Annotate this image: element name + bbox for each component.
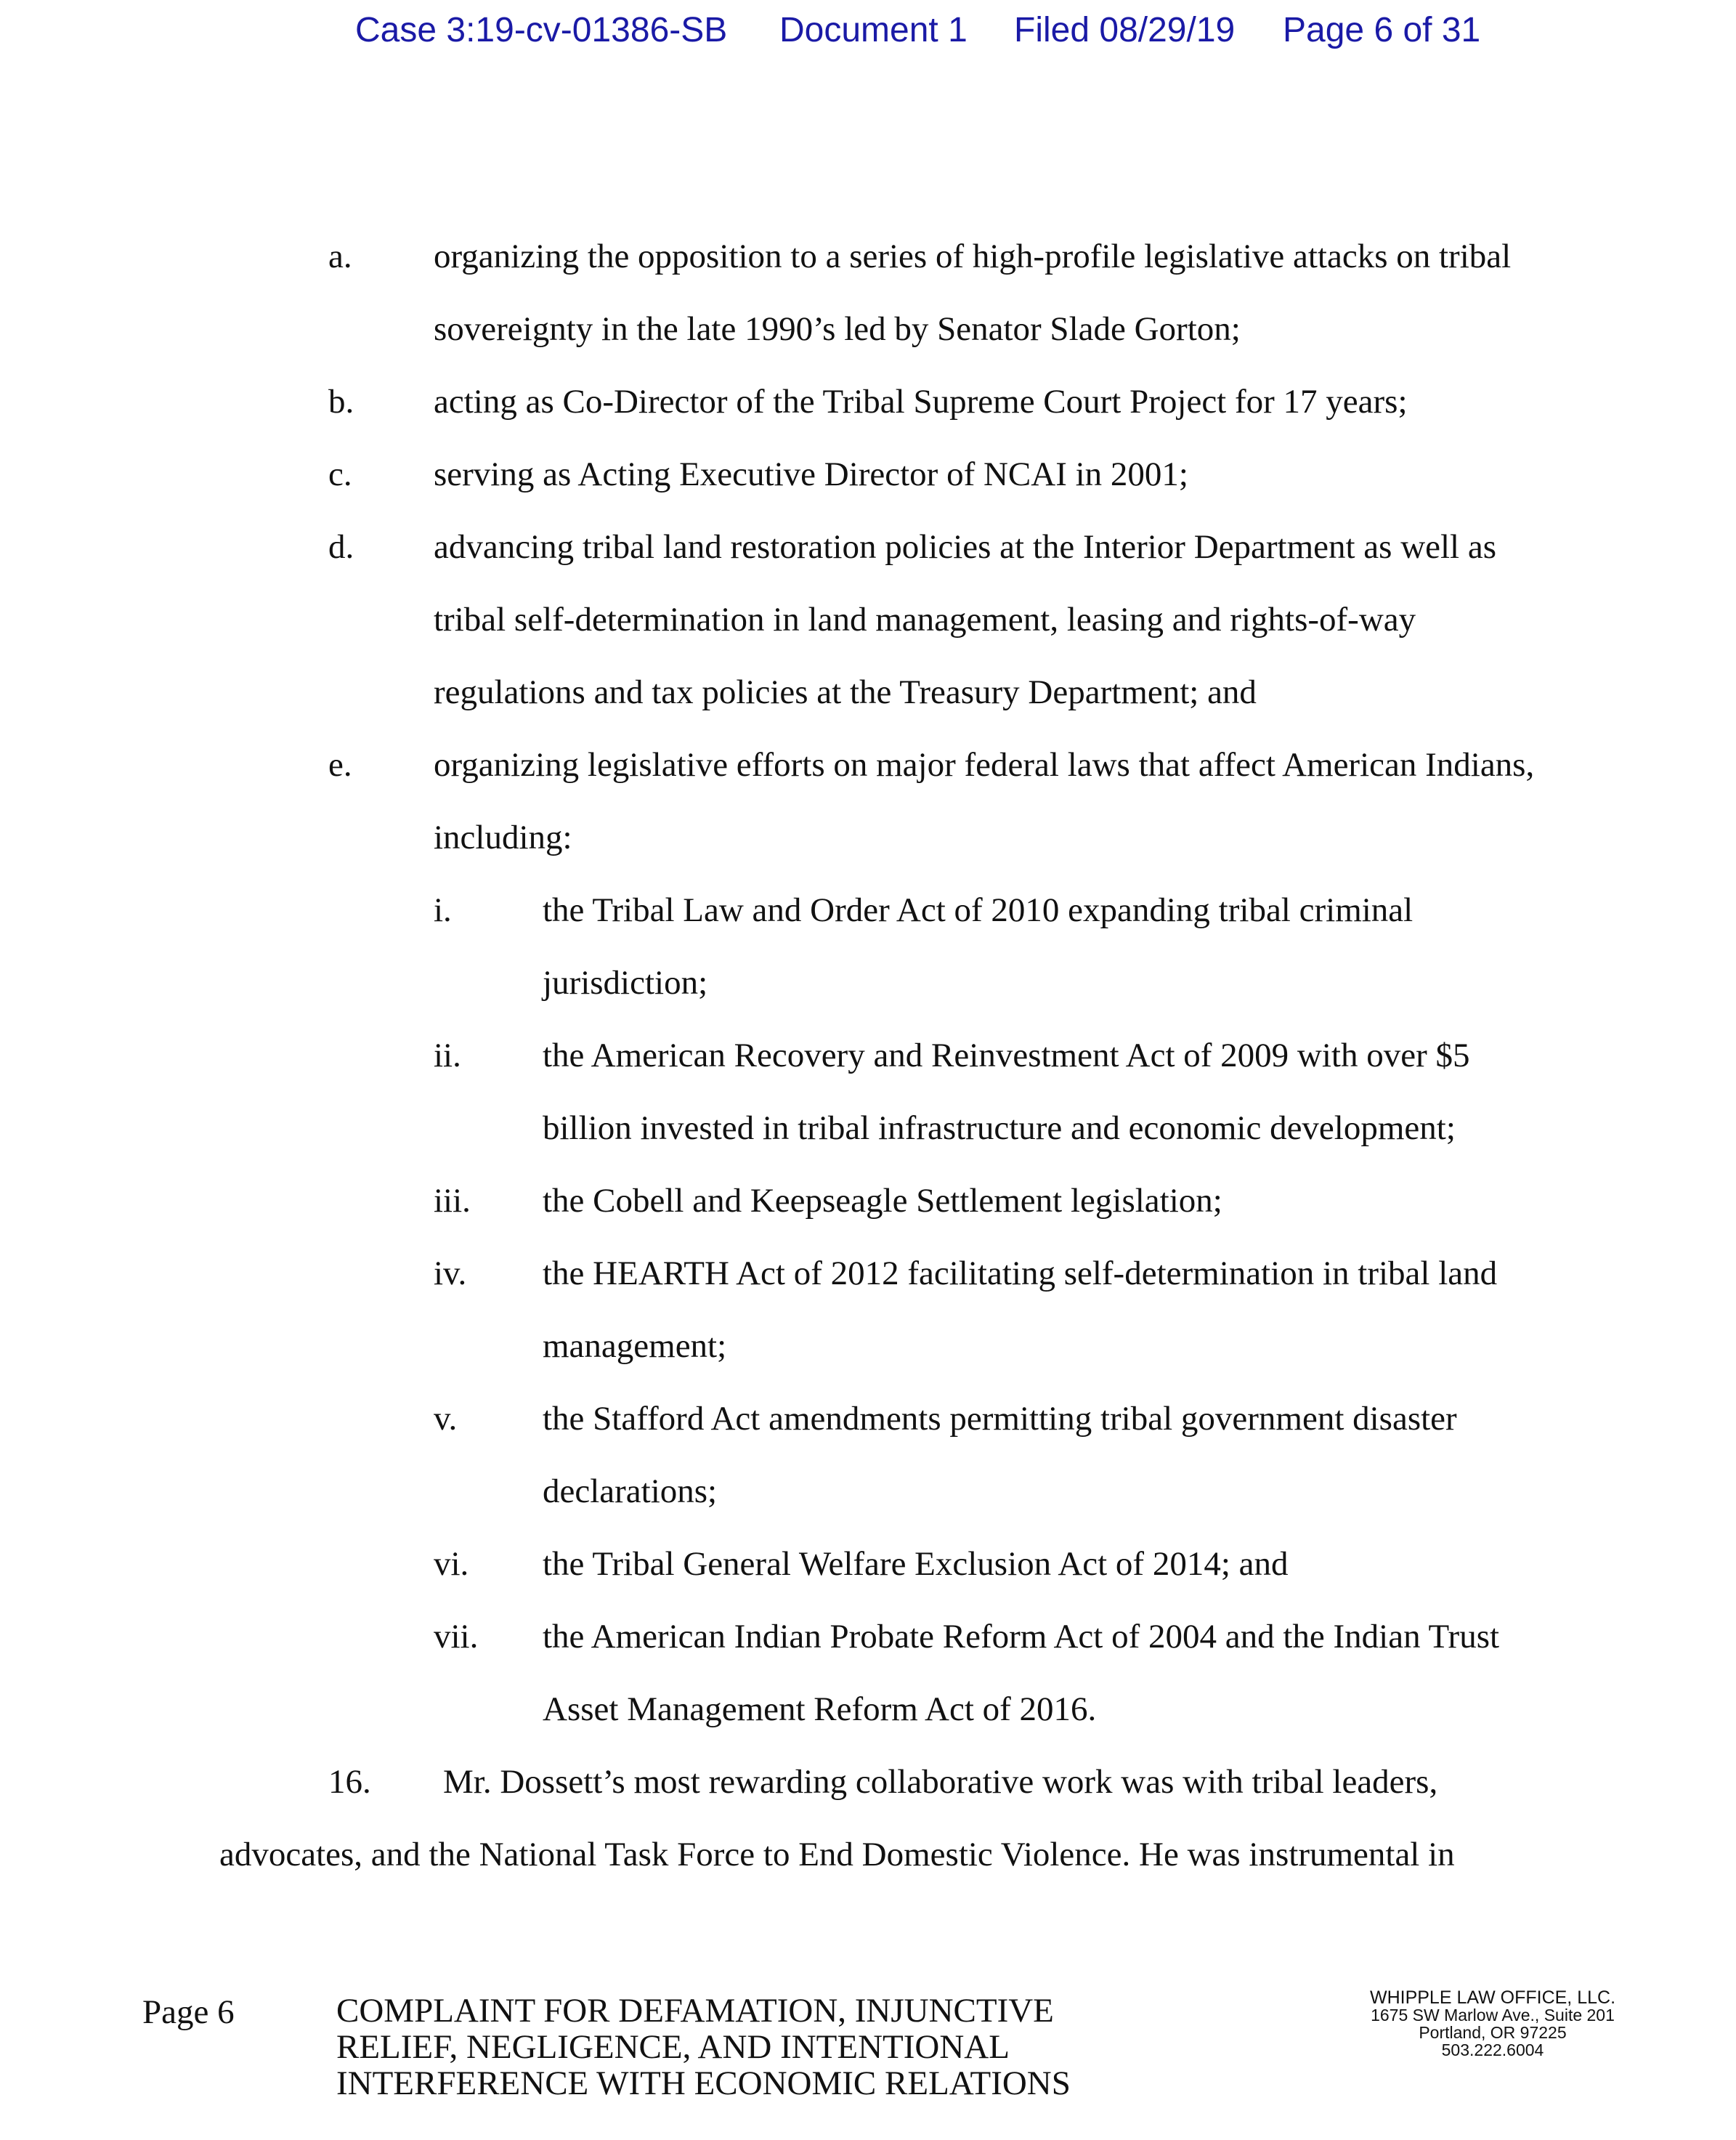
item-text: regulations and tax policies at the Treasury Department; and bbox=[434, 673, 1257, 711]
subitem-label: vii. bbox=[434, 1618, 479, 1655]
item-label: b. bbox=[328, 383, 354, 421]
subitem-text: billion invested in tribal infrastructure and economic development; bbox=[543, 1109, 1456, 1147]
paragraph-number: 16. bbox=[328, 1763, 371, 1801]
subitem-text: the American Indian Probate Reform Act of 2004 and the Indian Trust bbox=[543, 1618, 1500, 1655]
subitem-label: i. bbox=[434, 891, 452, 929]
footer-title-line: COMPLAINT FOR DEFAMATION, INJUNCTIVE bbox=[336, 1992, 1054, 2030]
paragraph-text: advocates, and the National Task Force to End Domestic Violence. He was instrumental in bbox=[219, 1836, 1455, 1873]
item-text: advancing tribal land restoration policies at the Interior Department as well as bbox=[434, 528, 1497, 566]
subitem-text: Asset Management Reform Act of 2016. bbox=[543, 1690, 1097, 1728]
item-label: a. bbox=[328, 238, 352, 275]
subitem-label: v. bbox=[434, 1400, 458, 1438]
item-text: including: bbox=[434, 819, 572, 856]
item-text: organizing the opposition to a series of high-profile legislative attacks on tribal bbox=[434, 238, 1512, 275]
subitem-text: declarations; bbox=[543, 1472, 718, 1510]
subitem-label: iii. bbox=[434, 1182, 471, 1220]
page-count: Page 6 of 31 bbox=[1283, 11, 1481, 49]
firm-address: 1675 SW Marlow Ave., Suite 201 bbox=[1371, 2006, 1615, 2025]
item-text: tribal self-determination in land management, leasing and rights-of-way bbox=[434, 601, 1416, 639]
law-firm-block bbox=[1337, 1989, 1649, 2059]
subitem-text: management; bbox=[543, 1327, 727, 1365]
case-number: Case 3:19-cv-01386-SB bbox=[355, 11, 728, 49]
footer-page-number: Page 6 bbox=[142, 1993, 235, 2031]
filed-date: Filed 08/29/19 bbox=[1014, 11, 1236, 49]
document-number: Document 1 bbox=[779, 11, 968, 49]
footer-document-title bbox=[336, 1993, 1071, 2102]
subitem-label: iv. bbox=[434, 1255, 467, 1292]
subitem-text: the Cobell and Keepseagle Settlement legislation; bbox=[543, 1182, 1222, 1220]
subitem-text: the HEARTH Act of 2012 facilitating self-determination in tribal land bbox=[543, 1255, 1498, 1292]
footer-title-line: INTERFERENCE WITH ECONOMIC RELATIONS bbox=[336, 2064, 1071, 2102]
subitem-text: the Stafford Act amendments permitting tribal government disaster bbox=[543, 1400, 1457, 1438]
item-text: acting as Co-Director of the Tribal Supreme Court Project for 17 years; bbox=[434, 383, 1408, 421]
footer-title-line: RELIEF, NEGLIGENCE, AND INTENTIONAL bbox=[336, 2028, 1010, 2066]
firm-phone: 503.222.6004 bbox=[1441, 2040, 1544, 2059]
item-label: d. bbox=[328, 528, 354, 566]
item-text: sovereignty in the late 1990’s led by Senator Slade Gorton; bbox=[434, 310, 1241, 348]
firm-city: Portland, OR 97225 bbox=[1419, 2023, 1567, 2042]
subitem-label: vi. bbox=[434, 1545, 469, 1583]
item-label: c. bbox=[328, 455, 352, 493]
subitem-text: the American Recovery and Reinvestment Act of 2009 with over $5 bbox=[543, 1037, 1470, 1074]
item-text: organizing legislative efforts on major federal laws that affect American Indians, bbox=[434, 746, 1535, 784]
item-text: serving as Acting Executive Director of NCAI in 2001; bbox=[434, 455, 1188, 493]
firm-name: WHIPPLE LAW OFFICE, LLC. bbox=[1369, 1987, 1616, 2008]
subitem-text: the Tribal General Welfare Exclusion Act of 2014; and bbox=[543, 1545, 1289, 1583]
subitem-text: jurisdiction; bbox=[543, 964, 708, 1002]
paragraph-text: Mr. Dossett’s most rewarding collaborative work was with tribal leaders, bbox=[443, 1763, 1438, 1801]
subitem-label: ii. bbox=[434, 1037, 461, 1074]
item-label: e. bbox=[328, 746, 352, 784]
subitem-text: the Tribal Law and Order Act of 2010 expanding tribal criminal bbox=[543, 891, 1413, 929]
